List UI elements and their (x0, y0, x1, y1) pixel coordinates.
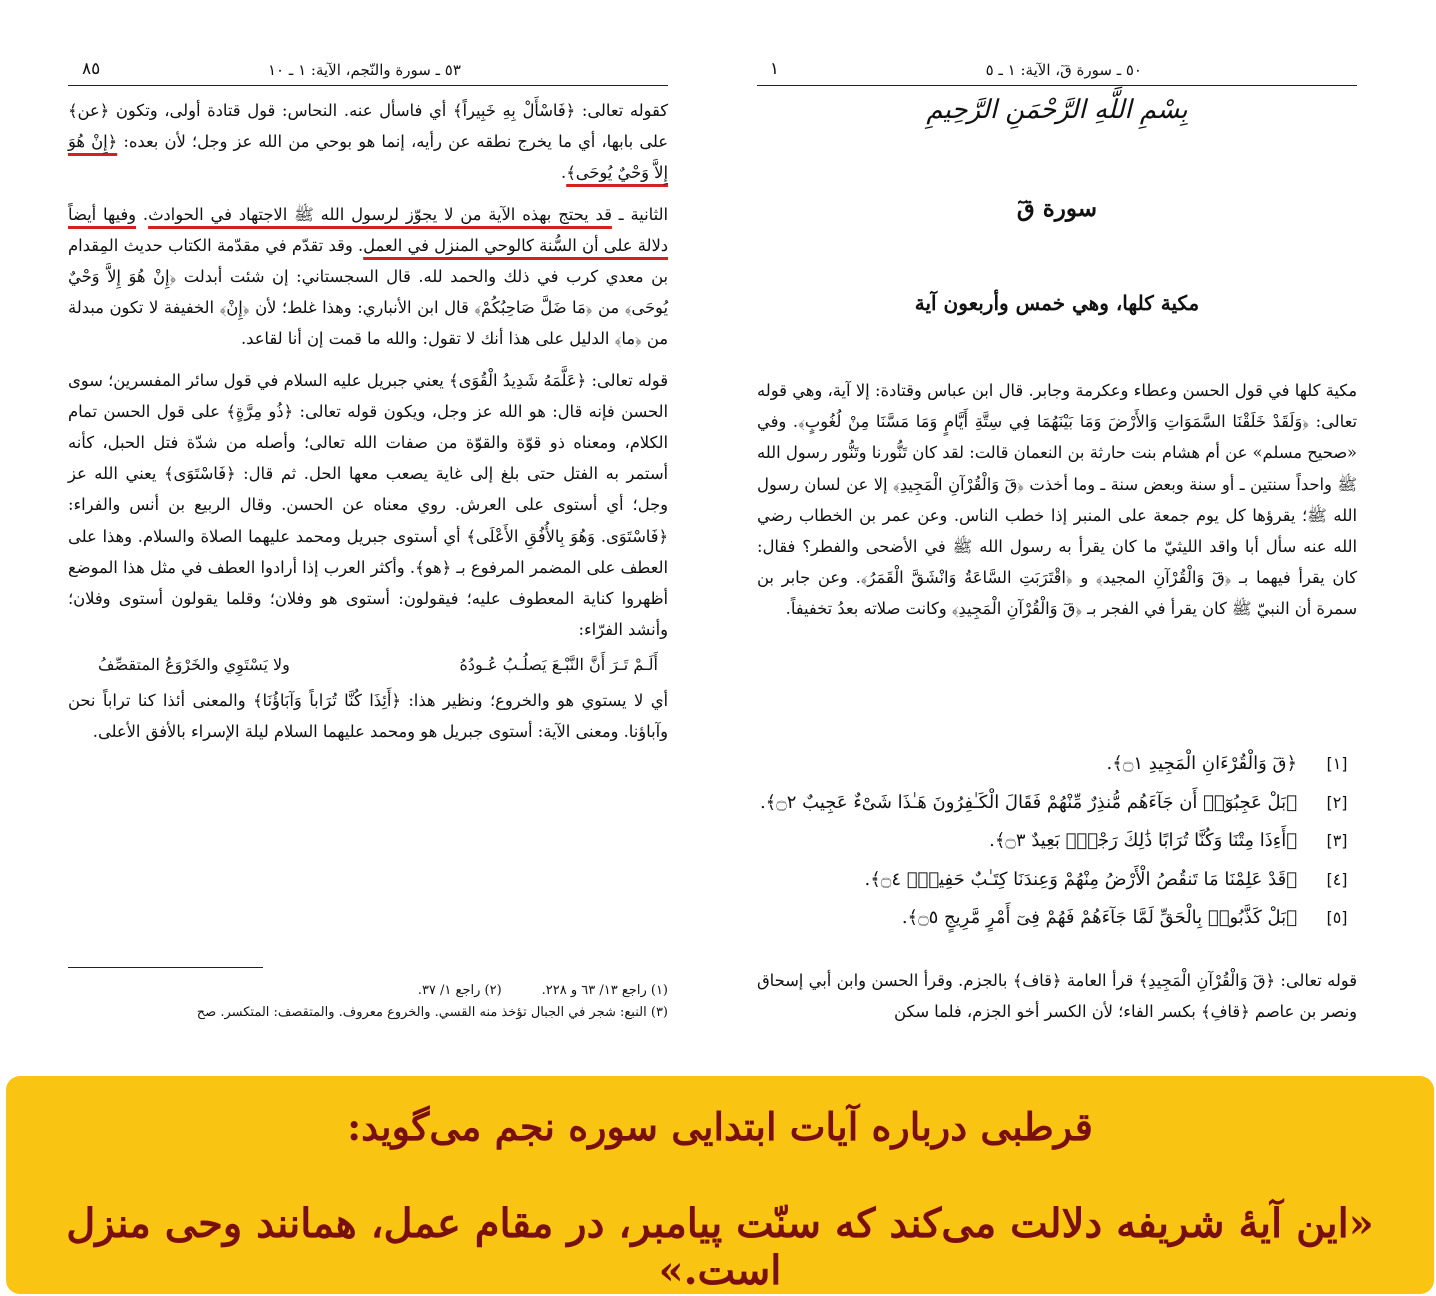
footnote-1: (١) راجع ١٣/ ٦٣ و ٢٢٨. (541, 983, 668, 998)
left-page-number: ٨٥ (82, 59, 101, 79)
left-page-header-title: ٥٣ ـ سورة والنّجم، الآية: ١ ـ ١٠ (268, 61, 461, 79)
verse-item (757, 899, 1357, 938)
paragraph-2 (68, 199, 668, 355)
poetry-hemistich-a: أَلَـمْ تَـرَ أَنَّ النَّبْـعَ يَصلُـبُ عُـودُهُ (459, 655, 658, 675)
surah-subtitle: مكية كلها، وهي خمس وأربعون آية (914, 291, 1200, 315)
verse-text: ﴿أَءِذَا مِتْنَا وَكُنَّا تُرَابًا ذَٰلِكَ رَجْعٌۢ بَعِيدٌ ۝٣﴾. (989, 830, 1297, 852)
verse-number: [١] (1326, 754, 1348, 773)
poetry-verse (68, 645, 668, 684)
poetry-hemistich-b: ولا يَسْتَوِي والخَرْوَعُ المتقصِّفُ (98, 655, 290, 675)
verse-text: ﴿بَلْ كَذَّبُوا۟ بِالْحَقِّ لَمَّا جَآءَهُمْ فَهُمْ فِىٓ أَمْرٍ مَّرِيجٍ ۝٥﴾. (901, 907, 1297, 929)
paragraph-2-rest: . وقد تقدّم في مقدّمة الكتاب حديث المِقدام بن معدي كرب في ذلك والحمد لله. قال السجستاني: إن شئت أبدلت ﴿إِنْ هُوَ إِلاَّ وَحْيٌ يُوحَى﴾ من ﴿مَا ضَلَّ صَاحِبُكُمْ﴾ قال ابن الأنباري: وهذا غلط؛ لأن ﴿إِنْ﴾ الخفيفة لا تكون مبدلة من ﴿ما﴾ الدليل على هذا أنك لا تقول: والله ما قمت إن أنا لقاعد. (68, 235, 668, 349)
left-page-body (68, 95, 668, 747)
banner-heading: قرطبی درباره آیات ابتدایی سوره نجم می‌گوید: (347, 1104, 1093, 1149)
paragraph-4: أي لا يستوي هو والخروع؛ ونظير هذا: ﴿أَئِذَا كُنَّا تُرَاباً وَآبَاؤُنَا﴾ والمعنى أئذا كنا تراباً نحن وآباؤنا. ومعنى الآية: أستوى جبريل هو ومحمد عليهما السلام ليلة الإسراء بالأفق الأعلى. (68, 690, 668, 741)
right-book-page (757, 55, 1357, 1045)
right-page-header-title: ٥٠ ـ سورة قٓ، الآية: ١ ـ ٥ (985, 61, 1142, 79)
verse-item (757, 745, 1357, 784)
verse-number: [٥] (1326, 908, 1348, 928)
verse-number: [٢] (1326, 792, 1348, 812)
verse-text: ﴿قَدْ عَلِمْنَا مَا تَنقُصُ الْأَرْضُ مِنْهُمْ وَعِندَنَا كِتَـٰبٌ حَفِيظٌۢ ۝٤﴾. (864, 868, 1297, 890)
left-page-header (68, 55, 668, 86)
left-book-page (68, 55, 668, 1045)
verse-number: [٣] (1326, 831, 1348, 851)
surah-intro: مكية كلها في قول الحسن وعطاء وعكرمة وجابر. قال ابن عباس وقتادة: إلا آية، وهي قوله تعالى: ﴿وَلَقَدْ خَلَقْنَا السَّمَوَاتِ وَالأَرْضَ وَمَا بَيْنَهُمَا فِي سِتَّةِ أَيَّامٍ وَمَا مَسَّنَا مِنْ لُغُوبٍ﴾. وفي «صحيح مسلم» عن أم هشام بنت حارثة بن النعمان قالت: لقد كان تَنُّورنا وتَنُّور رسول الله ﷺ واحداً سنتين ـ أو سنة وبعض سنة ـ وما أخذت ﴿قٓ وَالْقُرْآنِ الْمَجِيدِ﴾ إلا عن لسان رسول الله ﷺ؛ يقرؤها كل يوم جمعة على المنبر إذا خطب الناس. وعن عمر بن الخطاب رضي الله عنه سأل أبا واقد الليثيّ ما كان يقرأ به رسول الله ﷺ في الأضحى والفطر؟ فقال: كان يقرأ فيهما بـ ﴿قٓ وَالْقُرْآنِ المجيد﴾ و ﴿اقْتَرَبَتِ السَّاعَةُ وَانْشَقَّ الْقَمَرُ﴾. وعن جابر بن سمرة أن النبيّ ﷺ كان يقرأ في الفجر بـ ﴿قٓ وَالْقُرْآنِ الْمَجِيدِ﴾ وكانت صلاته بعدُ تخفيفاً. (757, 381, 1357, 619)
footnote-divider (68, 967, 263, 968)
underlined-sentence-b: وفيها أيضاً دلالة على أن السُّنة كالوحي المنزل في العمل (68, 204, 668, 255)
right-page-number: ١ (769, 59, 779, 79)
paragraph-1-text: كقوله تعالى: ﴿فَاسْأَلْ بِهِ خَبِيراً﴾ أي فاسأل عنه. النحاس: قول قتادة أولى، وتكون ﴿عن﴾ على بابها، أي ما يخرج نطقه عن رأيه، إنما هو بوحي من الله عز وجل؛ لأن بعده: (68, 101, 668, 152)
right-page-header (757, 55, 1357, 86)
verse-item (757, 861, 1357, 900)
underlined-verse: ﴿إِنْ هُوَ إِلاَّ وَحْيٌ يُوحَى﴾ (68, 132, 668, 183)
surah-title: سورة قٓ (1016, 195, 1098, 222)
closing-paragraph: قوله تعالى: ﴿قٓ وَالْقُرْآنِ الْمَجِيدِ﴾ قرأ العامة ﴿قاف﴾ بالجزم. وقرأ الحسن وابن أبي إسحاق ونصر بن عاصم ﴿قافِ﴾ بكسر الفاء؛ لأن الكسر أخو الجزم، فلما سكن (757, 971, 1357, 1022)
paragraph-2-separator: . (136, 204, 149, 224)
basmala-calligraphy: بِسْمِ اللَّهِ الرَّحْمَنِ الرَّحِيمِ (926, 95, 1188, 125)
paragraph-1: كقوله تعالى: ﴿فَاسْأَلْ بِهِ خَبِيراً﴾ أي فاسأل عنه. النحاس: قول قتادة أولى، وتكون ﴿عن﴾ على بابها، أي ما يخرج نطقه عن رأيه، إنما هو بوحي من الله عز وجل؛ لأن بعده: ﴿إِنْ هُوَ إِلاَّ وَحْيٌ يُوحَى﴾. (68, 101, 668, 183)
paragraph-2-lead: الثانية ـ (611, 204, 668, 224)
footnote-3: (٣) النبع: شجر في الجبال تؤخذ منه القسي. والخروع معروف. والمتقصف: المتكسر. صح (196, 1005, 668, 1020)
paragraph-3: قوله تعالى: ﴿عَلَّمَهُ شَدِيدُ الْقُوَى﴾ يعني جبريل عليه السلام في قول سائر المفسرين؛ سوى الحسن فإنه قال: هو الله عز وجل، ويكون قوله تعالى: ﴿ذُو مِرَّةٍ﴾ على قول الحسن تمام الكلام، ومعناه ذو قوّة والقوّة من صفات الله تعالى؛ وأصله من شدّة فتل الحبل، كأنه أستمر به الفتل حتى بلغ إلى غاية يصعب معها الحل. ثم قال: ﴿فَاسْتَوَى﴾ يعني الله عز وجل؛ أي أستوى على العرش. روي معناه عن الحسن. وقال الربيع بن أنس والفراء: ﴿فَاسْتَوَى. وَهُوَ بِالأُفُقِ الأَعْلَى﴾ أي أستوى جبريل ومحمد عليهما الصلاة والسلام. وهذا على العطف على المضمر المرفوع بـ ﴿هو﴾. وأكثر العرب إذا أرادوا العطف في مثل هذا الموضع أظهروا كناية المعطوف عليه؛ فيقولون: أستوى هو وفلان؛ وقلما يقولون أستوى وفلان؛ وأنشد الفرّاء: (68, 370, 668, 640)
underlined-sentence-a: قد يحتج بهذه الآية من لا يجوّز لرسول الله ﷺ الاجتهاد في الحوادث (148, 204, 612, 224)
verse-item (757, 784, 1357, 823)
footnote-2: (٢) راجع ١/ ٣٧. (417, 983, 502, 998)
verse-text: ﴿بَلْ عَجِبُوٓا۟ أَن جَآءَهُم مُّنذِرٌ مِّنْهُمْ فَقَالَ الْكَـٰفِرُونَ هَـٰذَا شَىْءٌ عَجِيبٌ ۝٢﴾. (759, 791, 1297, 813)
caption-banner (6, 1076, 1434, 1294)
banner-quote: «این آیۀ شریفه دلالت می‌کند که سنّت پیامبر، در مقام عمل، همانند وحی منزل است.» (66, 1200, 1374, 1294)
verse-text: ﴿قٓ وَالْقُرْءَانِ الْمَجِيدِ ۝١﴾. (1106, 753, 1297, 774)
verse-list (757, 745, 1357, 938)
footnotes (68, 980, 668, 1024)
verse-number: [٤] (1326, 869, 1348, 889)
verse-item (757, 822, 1357, 861)
